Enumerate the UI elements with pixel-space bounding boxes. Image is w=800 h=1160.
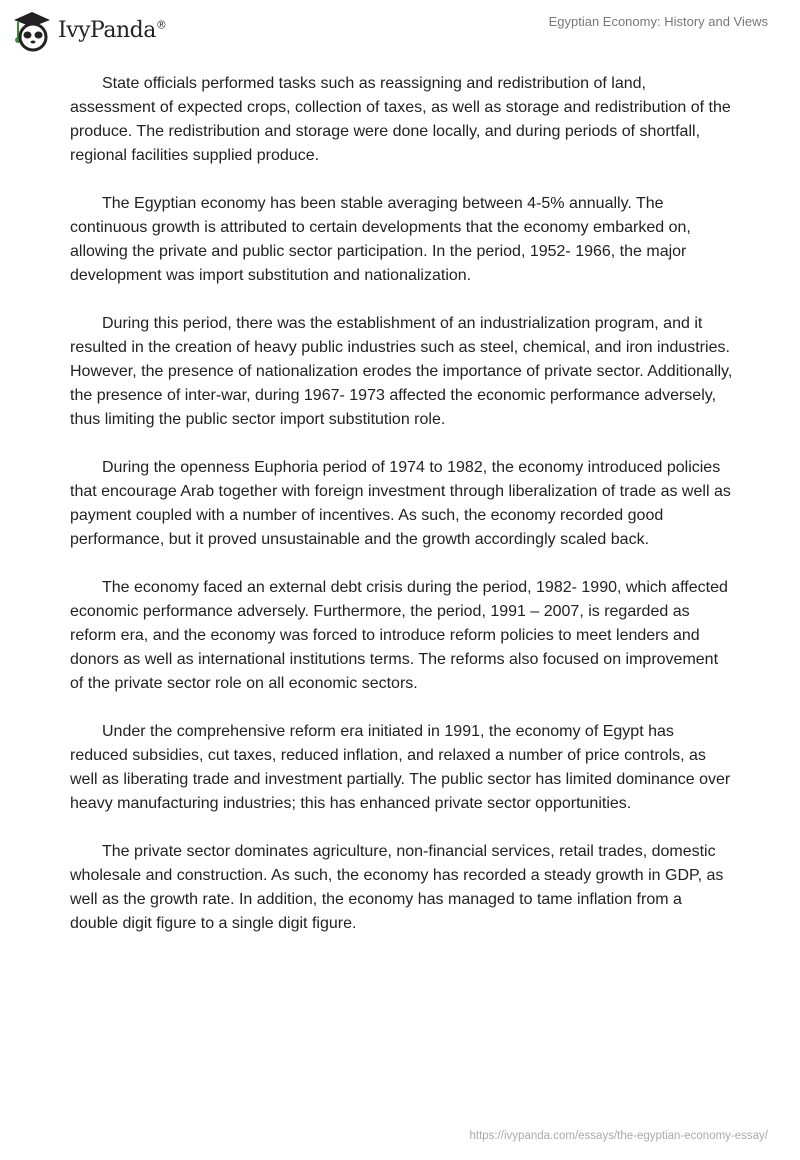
- source-url[interactable]: https://ivypanda.com/essays/the-egyptian-economy-essay/: [469, 1130, 768, 1142]
- logo-text: IvyPanda®: [58, 17, 167, 43]
- document-title: Egyptian Economy: History and Views: [548, 14, 768, 29]
- panda-logo-icon: [12, 8, 52, 52]
- paragraph: The private sector dominates agriculture, non-financial services, retail trades, domestic wholesale and construction. As such, the economy has recorded a steady growth in GDP, as well as the growth rate. In addition, the economy has managed to tame inflation from a double digit figure to a single digit figure.: [70, 843, 724, 932]
- paragraph: The economy faced an external debt crisis during the period, 1982- 1990, which affected economic performance adversely. Furthermore, the period, 1991 – 2007, is regarded as reform era, and the economy was forced to introduce reform policies to meet lenders and donors as well as international institutions terms. The reforms also focused on improvement of the private sector role on all economic sectors.: [70, 579, 728, 692]
- ivypanda-logo[interactable]: [12, 8, 166, 52]
- paragraph: State officials performed tasks such as reassigning and redistribution of land, assessment of expected crops, collection of taxes, as well as storage and redistribution of the produce. The redistribution and storage were done locally, and during periods of shortfall, regional facilities supplied produce.: [70, 75, 731, 164]
- paragraph: Under the comprehensive reform era initiated in 1991, the economy of Egypt has reduced subsidies, cut taxes, reduced inflation, and relaxed a number of price controls, as well as liberating trade and investment partially. The public sector has limited dominance over heavy manufacturing industries; this has enhanced private sector opportunities.: [70, 723, 731, 812]
- essay-body: [70, 72, 734, 960]
- paragraph: During this period, there was the establishment of an industrialization program, and it resulted in the creation of heavy public industries such as steel, chemical, and iron industries. However, the presence of nationalization erodes the importance of private sector. Additionally, the presence of inter-war, during 1967- 1973 affected the economic performance adversely, thus limiting the public sector import substitution role.: [70, 315, 733, 428]
- paragraph: During the openness Euphoria period of 1974 to 1982, the economy introduced policies that encourage Arab together with foreign investment through liberalization of trade as well as payment coupled with a number of incentives. As such, the economy recorded good performance, but it proved unsustainable and the growth accordingly scaled back.: [70, 459, 731, 548]
- paragraph: The Egyptian economy has been stable averaging between 4-5% annually. The continuous growth is attributed to certain developments that the economy embarked on, allowing the private and public sector participation. In the period, 1952- 1966, the major development was import substitution and nationalization.: [70, 195, 691, 284]
